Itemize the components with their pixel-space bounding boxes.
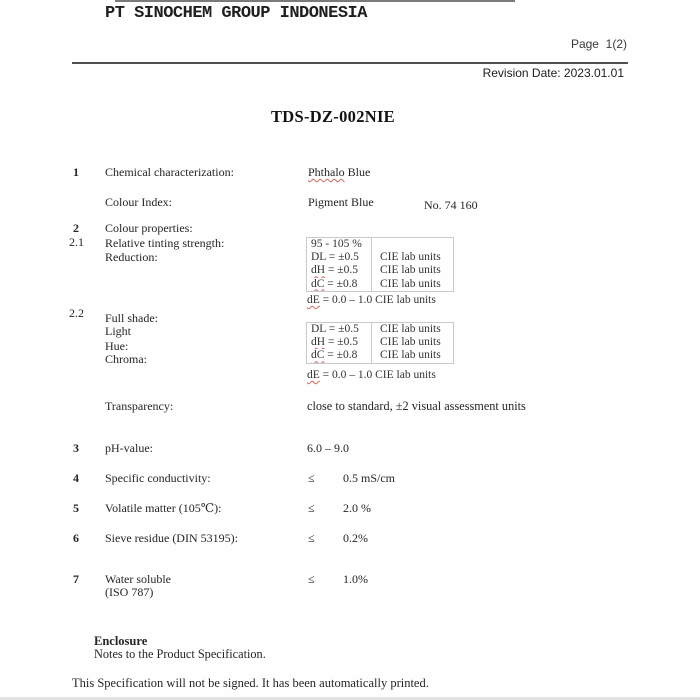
sieve-residue-label: Sieve residue (DIN 53195): <box>105 531 238 545</box>
value-text: 95 - 105 % <box>311 238 362 250</box>
full-shade-value-cell <box>307 336 371 349</box>
colour-index-value: Pigment Blue <box>308 195 374 209</box>
conductivity-value: 0.5 mS/cm <box>343 471 396 485</box>
less-equal-operator: ≤ <box>308 501 315 515</box>
misspelled-word: dH <box>311 336 326 349</box>
full-shade-value-cell <box>307 323 371 336</box>
chemical-characterization-value <box>308 165 370 179</box>
less-equal-operator: ≤ <box>308 572 315 586</box>
ph-value: 6.0 – 9.0 <box>307 441 349 455</box>
company-name: PT SINOCHEM GROUP INDONESIA <box>105 4 367 23</box>
full-shade-values-table <box>306 322 454 364</box>
water-soluble-standard: (ISO 787) <box>105 585 154 599</box>
conductivity-label: Specific conductivity: <box>105 471 211 485</box>
volatile-matter-label: Volatile matter (105℃): <box>105 501 222 515</box>
chemical-characterization-label: Chemical characterization: <box>105 165 234 179</box>
value-text: = ±0.8 <box>324 277 358 290</box>
transparency-label: Transparency: <box>105 399 174 413</box>
item-number-5: 5 <box>73 501 79 515</box>
value-text: = ±0.8 <box>324 349 358 362</box>
tinting-values-table <box>306 237 454 292</box>
light-label: Light <box>105 324 131 338</box>
enclosure-heading: Enclosure <box>94 634 148 648</box>
item-number-3: 3 <box>73 441 79 455</box>
delta-e-line <box>307 368 436 382</box>
document-title: TDS-DZ-002NIE <box>270 107 395 126</box>
transparency-value: close to standard, ±2 visual assessment units <box>307 399 526 413</box>
header-rule <box>72 62 628 64</box>
misspelled-word: dC <box>311 349 325 362</box>
tinting-value-cell <box>307 251 371 264</box>
value-text: Blue <box>344 165 371 179</box>
less-equal-operator: ≤ <box>308 471 315 485</box>
item-number-7: 7 <box>73 572 79 586</box>
full-shade-unit-cell: CIE lab units <box>371 323 453 336</box>
misspelled-word: dE <box>307 294 320 306</box>
full-shade-unit-cell: CIE lab units <box>371 349 453 362</box>
less-equal-operator: ≤ <box>308 531 315 545</box>
chroma-label: Chroma: <box>105 352 147 366</box>
tinting-strength-label: Relative tinting strength: <box>105 236 225 250</box>
reduction-label: Reduction: <box>105 250 158 264</box>
sieve-residue-value: 0.2% <box>343 531 368 545</box>
footer-note: This Specification will not be signed. It has been automatically printed. <box>72 676 429 690</box>
value-text: = 0.0 – 1.0 CIE lab units <box>319 294 436 306</box>
value-text: DL = ±0.5 <box>311 251 359 264</box>
full-shade-label: Full shade: <box>105 311 158 325</box>
enclosure-text: Notes to the Product Specification. <box>94 647 266 661</box>
misspelled-word: dH <box>311 264 326 277</box>
item-number-6: 6 <box>73 531 79 545</box>
delta-e-line <box>307 293 436 307</box>
item-number-2-1: 2.1 <box>69 235 84 249</box>
page-number: Page 1(2) <box>570 37 627 51</box>
tinting-unit-cell: CIE lab units <box>371 264 453 277</box>
value-text: = ±0.5 <box>325 264 358 277</box>
volatile-matter-value: 2.0 % <box>343 501 371 515</box>
scan-edge-top <box>115 0 515 2</box>
tinting-unit-cell: CIE lab units <box>371 278 453 291</box>
colour-properties-label: Colour properties: <box>105 221 193 235</box>
full-shade-unit-cell: CIE lab units <box>371 336 453 349</box>
tinting-value-cell <box>307 278 371 291</box>
ph-value-label: pH-value: <box>105 441 153 455</box>
tinting-unit-cell: CIE lab units <box>371 251 453 264</box>
misspelled-word: dC <box>311 277 325 290</box>
water-soluble-label: Water soluble <box>105 572 172 586</box>
misspelled-word: Phthalo <box>308 165 345 179</box>
value-text: = ±0.5 <box>325 336 358 349</box>
hue-label: Hue: <box>105 339 129 353</box>
revision-date: Revision Date: 2023.01.01 <box>482 66 624 80</box>
tinting-value-cell <box>307 264 371 277</box>
colour-index-label: Colour Index: <box>105 195 172 209</box>
item-number-1: 1 <box>73 165 79 179</box>
tinting-value-cell <box>307 238 371 251</box>
misspelled-word: dE <box>307 369 320 381</box>
item-number-2: 2 <box>73 221 79 235</box>
value-text: DL = ±0.5 <box>311 323 359 335</box>
item-number-2-2: 2.2 <box>69 306 84 320</box>
full-shade-value-cell <box>307 349 371 362</box>
tinting-unit-cell <box>371 238 453 251</box>
value-text: = 0.0 – 1.0 CIE lab units <box>319 369 436 381</box>
colour-index-code: No. 74 160 <box>424 198 478 212</box>
water-soluble-value: 1.0% <box>343 572 368 586</box>
item-number-4: 4 <box>73 471 79 485</box>
